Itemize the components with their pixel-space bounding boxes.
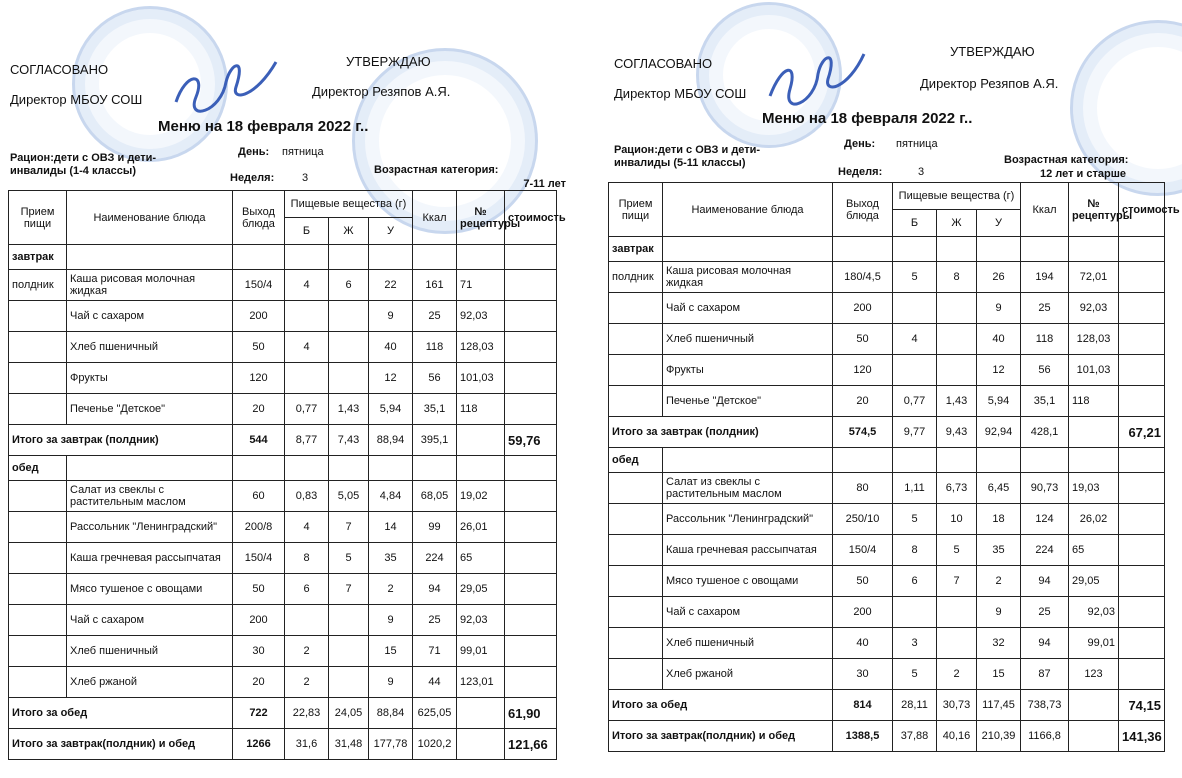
dish-yield: 20 (233, 394, 285, 425)
dish-zh: 8 (937, 262, 977, 293)
dish-u: 26 (977, 262, 1021, 293)
total-kcal: 1166,8 (1021, 721, 1069, 752)
total-zh: 31,48 (329, 729, 369, 760)
dish-kcal: 99 (413, 512, 457, 543)
dish-recipe: 118 (457, 394, 505, 425)
dish-b (285, 605, 329, 636)
header-meal: Прием пищи (9, 191, 67, 245)
dish-zh (937, 355, 977, 386)
grand-total-row (609, 721, 1165, 752)
lunch-total-row (9, 698, 557, 729)
dish-u: 32 (977, 628, 1021, 659)
dish-name: Чай с сахаром (67, 605, 233, 636)
dish-recipe: 19,03 (1069, 473, 1119, 504)
table-row (609, 597, 1165, 628)
dish-name: Хлеб пшеничный (67, 332, 233, 363)
total-yield: 1266 (233, 729, 285, 760)
total-zh: 9,43 (937, 417, 977, 448)
menu-document-left (0, 0, 590, 778)
meal-lunch: обед (9, 456, 67, 481)
dish-zh (329, 363, 369, 394)
dish-recipe: 128,03 (457, 332, 505, 363)
dish-zh: 5 (329, 543, 369, 574)
table-row (609, 324, 1165, 355)
total-yield: 544 (233, 425, 285, 456)
dish-b: 6 (285, 574, 329, 605)
table-row (609, 355, 1165, 386)
total-cost: 59,76 (505, 425, 557, 456)
dish-b: 4 (893, 324, 937, 355)
dish-kcal: 56 (413, 363, 457, 394)
menu-title: Меню на 18 февраля 2022 г.. (158, 118, 369, 135)
dish-yield: 30 (833, 659, 893, 690)
table-row (9, 574, 557, 605)
header-b: Б (893, 210, 937, 237)
table-row (9, 667, 557, 698)
agreed-by: Директор МБОУ СОШ (614, 86, 747, 101)
dish-u: 22 (369, 270, 413, 301)
dish-name: Хлеб пшеничный (663, 628, 833, 659)
dish-name: Хлеб ржаной (663, 659, 833, 690)
dish-recipe: 123 (1069, 659, 1119, 690)
dish-b (893, 355, 937, 386)
dish-yield: 180/4,5 (833, 262, 893, 293)
dish-recipe: 128,03 (1069, 324, 1119, 355)
total-zh: 7,43 (329, 425, 369, 456)
dish-zh (937, 628, 977, 659)
header-yield: Выход блюда (833, 183, 893, 237)
menu-table (8, 190, 566, 760)
dish-recipe: 92,03 (457, 605, 505, 636)
dish-kcal: 94 (1021, 566, 1069, 597)
dish-b: 2 (285, 667, 329, 698)
dish-name: Чай с сахаром (663, 293, 833, 324)
dish-u: 40 (369, 332, 413, 363)
total-label: Итого за обед (9, 698, 233, 729)
dish-u: 14 (369, 512, 413, 543)
total-label: Итого за завтрак(полдник) и обед (609, 721, 833, 752)
dish-zh: 7 (329, 512, 369, 543)
dish-zh (329, 667, 369, 698)
dish-kcal: 56 (1021, 355, 1069, 386)
breakfast-total-row (609, 417, 1165, 448)
total-zh: 40,16 (937, 721, 977, 752)
dish-name: Каша рисовая молочная жидкая (67, 270, 233, 301)
meal-snack: полдник (9, 270, 67, 301)
header-zh: Ж (329, 218, 369, 245)
dish-kcal: 44 (413, 667, 457, 698)
dish-kcal: 25 (413, 605, 457, 636)
dish-b: 2 (285, 636, 329, 667)
table-row (609, 473, 1165, 504)
total-b: 31,6 (285, 729, 329, 760)
dish-kcal: 90,73 (1021, 473, 1069, 504)
total-b: 8,77 (285, 425, 329, 456)
dish-u: 12 (977, 355, 1021, 386)
total-label: Итого за завтрак (полдник) (9, 425, 233, 456)
total-u: 210,39 (977, 721, 1021, 752)
dish-recipe: 65 (1069, 535, 1119, 566)
dish-u: 18 (977, 504, 1021, 535)
total-label: Итого за завтрак(полдник) и обед (9, 729, 233, 760)
header-meal: Прием пищи (609, 183, 663, 237)
dish-recipe: 26,02 (1069, 504, 1119, 535)
dish-zh (329, 332, 369, 363)
dish-name: Салат из свеклы с растительным маслом (663, 473, 833, 504)
dish-zh (937, 597, 977, 628)
dish-kcal: 94 (413, 574, 457, 605)
dish-kcal: 94 (1021, 628, 1069, 659)
dish-yield: 20 (833, 386, 893, 417)
dish-u: 5,94 (369, 394, 413, 425)
day-label: День: (238, 146, 270, 158)
dish-zh: 1,43 (937, 386, 977, 417)
header-u: У (977, 210, 1021, 237)
table-row (9, 270, 557, 301)
total-yield: 574,5 (833, 417, 893, 448)
dish-b: 5 (893, 504, 937, 535)
total-kcal: 1020,2 (413, 729, 457, 760)
dish-zh: 6 (329, 270, 369, 301)
dish-name: Каша рисовая молочная жидкая (663, 262, 833, 293)
grand-total-row (9, 729, 557, 760)
dish-recipe: 123,01 (457, 667, 505, 698)
dish-recipe: 29,05 (1069, 566, 1119, 597)
dish-b (893, 293, 937, 324)
dish-u: 15 (369, 636, 413, 667)
total-cost: 74,15 (1119, 690, 1165, 721)
dish-recipe: 99,01 (457, 636, 505, 667)
table-row (9, 636, 557, 667)
table-row (9, 512, 557, 543)
dish-b: 8 (893, 535, 937, 566)
dish-u: 9 (977, 293, 1021, 324)
week-label: Неделя: (838, 166, 883, 178)
total-cost: 61,90 (505, 698, 557, 729)
total-kcal: 625,05 (413, 698, 457, 729)
dish-kcal: 194 (1021, 262, 1069, 293)
dish-b: 0,83 (285, 481, 329, 512)
dish-zh (937, 293, 977, 324)
header-b: Б (285, 218, 329, 245)
table-row (609, 659, 1165, 690)
dish-zh: 5 (937, 535, 977, 566)
week-value: 3 (918, 166, 925, 178)
ration-label: Рацион:дети с ОВЗ и дети-инвалиды (5-11 классы) (614, 144, 761, 169)
dish-b: 1,11 (893, 473, 937, 504)
dish-kcal: 224 (413, 543, 457, 574)
dish-yield: 200 (833, 597, 893, 628)
meal-lunch: обед (609, 448, 663, 473)
total-u: 177,78 (369, 729, 413, 760)
dish-kcal: 71 (413, 636, 457, 667)
dish-zh: 2 (937, 659, 977, 690)
header-recipe: № рецептуры (457, 191, 505, 245)
total-b: 9,77 (893, 417, 937, 448)
dish-b: 5 (893, 262, 937, 293)
dish-u: 12 (369, 363, 413, 394)
dish-kcal: 118 (1021, 324, 1069, 355)
dish-b: 3 (893, 628, 937, 659)
dish-name: Печенье "Детское" (67, 394, 233, 425)
dish-name: Мясо тушеное с овощами (663, 566, 833, 597)
dish-name: Рассольник "Ленинградский" (663, 504, 833, 535)
total-yield: 814 (833, 690, 893, 721)
table-row (9, 605, 557, 636)
dish-yield: 50 (833, 566, 893, 597)
dish-yield: 20 (233, 667, 285, 698)
header-cost: стоимость (505, 191, 557, 245)
dish-u: 9 (369, 605, 413, 636)
header-zh: Ж (937, 210, 977, 237)
dish-kcal: 25 (1021, 597, 1069, 628)
total-yield: 1388,5 (833, 721, 893, 752)
dish-kcal: 25 (1021, 293, 1069, 324)
dish-name: Фрукты (67, 363, 233, 394)
header-dish: Наименование блюда (663, 183, 833, 237)
age-value: 12 лет и старше (1040, 168, 1126, 180)
dish-b: 5 (893, 659, 937, 690)
dish-yield: 200 (233, 605, 285, 636)
dish-b: 4 (285, 270, 329, 301)
dish-recipe: 101,03 (457, 363, 505, 394)
day-value: пятница (282, 146, 324, 158)
header-kcal: Ккал (413, 191, 457, 245)
dish-b (285, 301, 329, 332)
dish-yield: 120 (233, 363, 285, 394)
day-label: День: (844, 138, 876, 150)
meal-breakfast: завтрак (9, 245, 67, 270)
menu-title: Меню на 18 февраля 2022 г.. (762, 110, 973, 127)
dish-recipe: 92,03 (457, 301, 505, 332)
total-kcal: 428,1 (1021, 417, 1069, 448)
dish-yield: 150/4 (233, 270, 285, 301)
header-nutrients: Пищевые вещества (г) (893, 183, 1021, 210)
dish-u: 35 (369, 543, 413, 574)
dish-b: 0,77 (893, 386, 937, 417)
dish-b: 8 (285, 543, 329, 574)
dish-yield: 200 (833, 293, 893, 324)
dish-kcal: 161 (413, 270, 457, 301)
total-label: Итого за завтрак (полдник) (609, 417, 833, 448)
dish-zh: 10 (937, 504, 977, 535)
total-u: 88,84 (369, 698, 413, 729)
dish-b: 0,77 (285, 394, 329, 425)
dish-yield: 80 (833, 473, 893, 504)
dish-zh: 7 (329, 574, 369, 605)
dish-yield: 150/4 (833, 535, 893, 566)
dish-u: 6,45 (977, 473, 1021, 504)
dish-u: 9 (369, 667, 413, 698)
dish-u: 5,94 (977, 386, 1021, 417)
dish-yield: 200 (233, 301, 285, 332)
total-u: 92,94 (977, 417, 1021, 448)
day-value: пятница (896, 138, 938, 150)
approve-by: Директор Резяпов А.Я. (920, 76, 1059, 91)
dish-name: Фрукты (663, 355, 833, 386)
dish-b (285, 363, 329, 394)
meal-breakfast: завтрак (609, 237, 663, 262)
dish-recipe: 71 (457, 270, 505, 301)
table-row (609, 504, 1165, 535)
approve-by: Директор Резяпов А.Я. (312, 84, 451, 99)
menu-document-right (600, 0, 1182, 778)
table-row (9, 394, 557, 425)
total-label: Итого за обед (609, 690, 833, 721)
dish-yield: 200/8 (233, 512, 285, 543)
header-nutrients: Пищевые вещества (г) (285, 191, 413, 218)
dish-b: 6 (893, 566, 937, 597)
dish-u: 15 (977, 659, 1021, 690)
dish-name: Каша гречневая рассыпчатая (663, 535, 833, 566)
table-row (9, 481, 557, 512)
menu-table (608, 182, 1180, 752)
total-yield: 722 (233, 698, 285, 729)
table-row (9, 332, 557, 363)
header-recipe: № рецептуры (1069, 183, 1119, 237)
total-b: 22,83 (285, 698, 329, 729)
age-value: 7-11 лет (523, 178, 566, 190)
total-cost: 141,36 (1119, 721, 1165, 752)
table-row (9, 301, 557, 332)
dish-zh (329, 636, 369, 667)
age-label: Возрастная категория: (1004, 154, 1129, 166)
total-cost: 67,21 (1119, 417, 1165, 448)
header-yield: Выход блюда (233, 191, 285, 245)
dish-b (893, 597, 937, 628)
dish-u: 9 (369, 301, 413, 332)
table-row (609, 628, 1165, 659)
table-row (609, 293, 1165, 324)
dish-zh: 5,05 (329, 481, 369, 512)
age-label: Возрастная категория: (374, 164, 499, 176)
total-b: 28,11 (893, 690, 937, 721)
dish-kcal: 68,05 (413, 481, 457, 512)
dish-zh (329, 301, 369, 332)
dish-kcal: 35,1 (413, 394, 457, 425)
dish-kcal: 124 (1021, 504, 1069, 535)
dish-name: Рассольник "Ленинградский" (67, 512, 233, 543)
dish-yield: 150/4 (233, 543, 285, 574)
dish-recipe: 29,05 (457, 574, 505, 605)
dish-name: Каша гречневая рассыпчатая (67, 543, 233, 574)
week-label: Неделя: (230, 172, 275, 184)
header-kcal: Ккал (1021, 183, 1069, 237)
total-b: 37,88 (893, 721, 937, 752)
dish-zh (937, 324, 977, 355)
table-row (9, 363, 557, 394)
dish-kcal: 25 (413, 301, 457, 332)
dish-b: 4 (285, 512, 329, 543)
dish-zh: 7 (937, 566, 977, 597)
dish-u: 9 (977, 597, 1021, 628)
table-row (609, 386, 1165, 417)
dish-u: 40 (977, 324, 1021, 355)
dish-recipe: 99,01 (1069, 628, 1119, 659)
dish-yield: 50 (833, 324, 893, 355)
dish-zh (329, 605, 369, 636)
dish-yield: 30 (233, 636, 285, 667)
dish-recipe: 26,01 (457, 512, 505, 543)
header-cost: стоимость (1119, 183, 1165, 237)
dish-yield: 250/10 (833, 504, 893, 535)
dish-yield: 50 (233, 574, 285, 605)
approve-label: УТВЕРЖДАЮ (346, 54, 431, 69)
dish-recipe: 72,01 (1069, 262, 1119, 293)
dish-recipe: 118 (1069, 386, 1119, 417)
breakfast-total-row (9, 425, 557, 456)
table-row (609, 262, 1165, 293)
signature (760, 34, 870, 114)
dish-name: Печенье "Детское" (663, 386, 833, 417)
dish-u: 4,84 (369, 481, 413, 512)
dish-name: Мясо тушеное с овощами (67, 574, 233, 605)
dish-recipe: 65 (457, 543, 505, 574)
dish-zh: 6,73 (937, 473, 977, 504)
dish-kcal: 35,1 (1021, 386, 1069, 417)
agreed-label: СОГЛАСОВАНО (614, 56, 713, 71)
total-u: 88,94 (369, 425, 413, 456)
dish-yield: 120 (833, 355, 893, 386)
dish-recipe: 19,02 (457, 481, 505, 512)
dish-yield: 40 (833, 628, 893, 659)
dish-kcal: 118 (413, 332, 457, 363)
dish-kcal: 224 (1021, 535, 1069, 566)
dish-name: Хлеб ржаной (67, 667, 233, 698)
dish-name: Хлеб пшеничный (663, 324, 833, 355)
total-kcal: 395,1 (413, 425, 457, 456)
dish-b: 4 (285, 332, 329, 363)
approve-label: УТВЕРЖДАЮ (950, 44, 1035, 59)
dish-recipe: 92,03 (1069, 597, 1119, 628)
dish-name: Хлеб пшеничный (67, 636, 233, 667)
table-row (609, 566, 1165, 597)
total-zh: 24,05 (329, 698, 369, 729)
lunch-total-row (609, 690, 1165, 721)
table-row (609, 535, 1165, 566)
dish-name: Салат из свеклы с растительным маслом (67, 481, 233, 512)
week-value: 3 (302, 172, 309, 184)
dish-yield: 50 (233, 332, 285, 363)
agreed-label: СОГЛАСОВАНО (10, 62, 109, 77)
dish-u: 2 (369, 574, 413, 605)
total-kcal: 738,73 (1021, 690, 1069, 721)
dish-yield: 60 (233, 481, 285, 512)
dish-u: 35 (977, 535, 1021, 566)
total-zh: 30,73 (937, 690, 977, 721)
signature (166, 42, 286, 122)
ration-label: Рацион:дети с ОВЗ и дети-инвалиды (1-4 классы) (10, 152, 157, 177)
dish-name: Чай с сахаром (663, 597, 833, 628)
meal-snack: полдник (609, 262, 663, 293)
dish-recipe: 101,03 (1069, 355, 1119, 386)
total-u: 117,45 (977, 690, 1021, 721)
dish-zh: 1,43 (329, 394, 369, 425)
dish-kcal: 87 (1021, 659, 1069, 690)
dish-u: 2 (977, 566, 1021, 597)
agreed-by: Директор МБОУ СОШ (10, 92, 143, 107)
table-row (9, 543, 557, 574)
dish-name: Чай с сахаром (67, 301, 233, 332)
total-cost: 121,66 (505, 729, 557, 760)
header-u: У (369, 218, 413, 245)
dish-recipe: 92,03 (1069, 293, 1119, 324)
header-dish: Наименование блюда (67, 191, 233, 245)
